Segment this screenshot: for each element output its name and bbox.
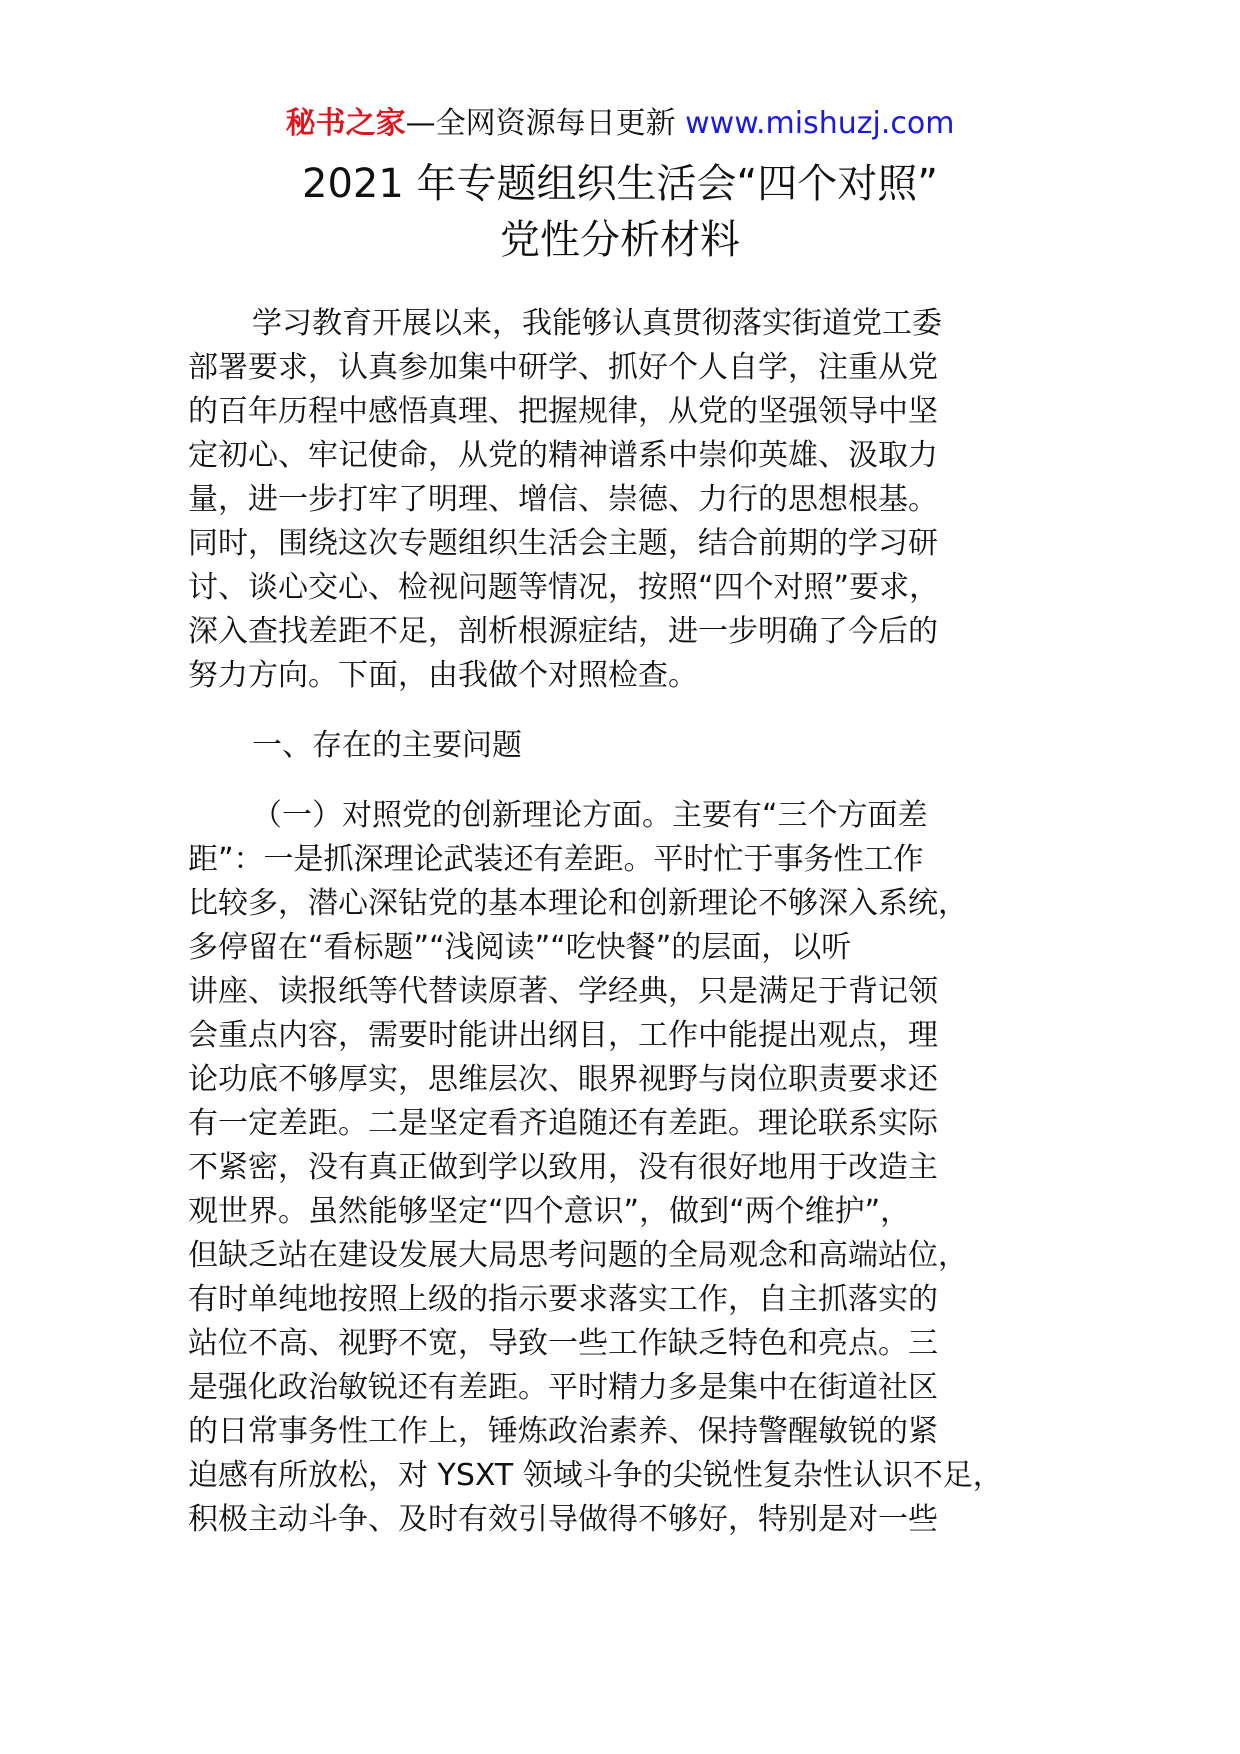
text-line: 是强化政治敏锐还有差距。平时精力多是集中在街道社区 bbox=[188, 1370, 938, 1405]
text-line: 深入查找差距不足，剖析根源症结，进一步明确了今后的 bbox=[188, 614, 938, 649]
document-title-line: 2021 年专题组织生活会“四个对照” bbox=[302, 161, 938, 207]
text-line: 论功底不够厚实，思维层次、眼界视野与岗位职责要求还 bbox=[188, 1062, 938, 1097]
text-line: 努力方向。下面，由我做个对照检查。 bbox=[188, 658, 698, 693]
text-line: 讲座、读报纸等代替读原著、学经典，只是满足于背记领 bbox=[188, 974, 938, 1009]
text-line: 多停留在“看标题”“浅阅读”“吃快餐”的层面，以听 bbox=[188, 930, 852, 965]
text-line: 会重点内容，需要时能讲出纲目，工作中能提出观点，理 bbox=[188, 1018, 938, 1053]
site-url-link[interactable]: www.mishuzj.com bbox=[685, 106, 955, 141]
site-brand: 秘书之家 bbox=[285, 106, 406, 141]
text-line: 量，进一步打牢了明理、增信、崇德、力行的思想根基。 bbox=[188, 482, 938, 517]
document-body bbox=[188, 302, 1088, 1542]
text-line: 不紧密，没有真正做到学以致用，没有很好地用于改造主 bbox=[188, 1150, 938, 1185]
text-line: 有一定差距。二是坚定看齐追随还有差距。理论联系实际 bbox=[188, 1106, 938, 1141]
text-line: 的日常事务性工作上，锤炼政治素养、保持警醒敏锐的紧 bbox=[188, 1414, 938, 1449]
document-title-line: 党性分析材料 bbox=[500, 217, 740, 263]
text-line: 观世界。虽然能够坚定“四个意识”，做到“两个维护”， bbox=[188, 1194, 911, 1229]
text-line: 但缺乏站在建设发展大局思考问题的全局观念和高端站位， bbox=[188, 1238, 968, 1273]
paragraph-gap bbox=[188, 768, 1088, 794]
section-heading-text: 一、存在的主要问题 bbox=[252, 728, 522, 763]
subsection-paragraph bbox=[188, 794, 1088, 1542]
section-heading bbox=[188, 724, 1088, 768]
site-tagline: —全网资源每日更新 bbox=[405, 106, 676, 141]
paragraph-gap bbox=[188, 698, 1088, 724]
text-line: 部署要求，认真参加集中研学、抓好个人自学，注重从党 bbox=[188, 350, 938, 385]
text-line: 同时，围绕这次专题组织生活会主题，结合前期的学习研 bbox=[188, 526, 938, 561]
text-line: 比较多，潜心深钻党的基本理论和创新理论不够深入系统， bbox=[188, 886, 968, 921]
text-line: 讨、谈心交心、检视问题等情况，按照“四个对照”要求， bbox=[188, 570, 940, 605]
text-line: 站位不高、视野不宽，导致一些工作缺乏特色和亮点。三 bbox=[188, 1326, 938, 1361]
site-header bbox=[0, 104, 1240, 144]
text-line: 学习教育开展以来，我能够认真贯彻落实街道党工委 bbox=[252, 306, 942, 341]
text-line: 有时单纯地按照上级的指示要求落实工作，自主抓落实的 bbox=[188, 1282, 938, 1317]
text-line: 距”：一是抓深理论武装还有差距。平时忙于事务性工作 bbox=[188, 842, 924, 877]
text-line: 迫感有所放松，对 YSXT 领域斗争的尖锐性复杂性认识不足， bbox=[188, 1458, 1003, 1493]
text-line: 定初心、牢记使命，从党的精神谱系中崇仰英雄、汲取力 bbox=[188, 438, 938, 473]
text-line: （一）对照党的创新理论方面。主要有“三个方面差 bbox=[252, 798, 928, 833]
text-line: 的百年历程中感悟真理、把握规律，从党的坚强领导中坚 bbox=[188, 394, 938, 429]
intro-paragraph bbox=[188, 302, 1088, 698]
text-line: 积极主动斗争、及时有效引导做得不够好，特别是对一些 bbox=[188, 1502, 938, 1537]
document-title bbox=[0, 156, 1240, 268]
